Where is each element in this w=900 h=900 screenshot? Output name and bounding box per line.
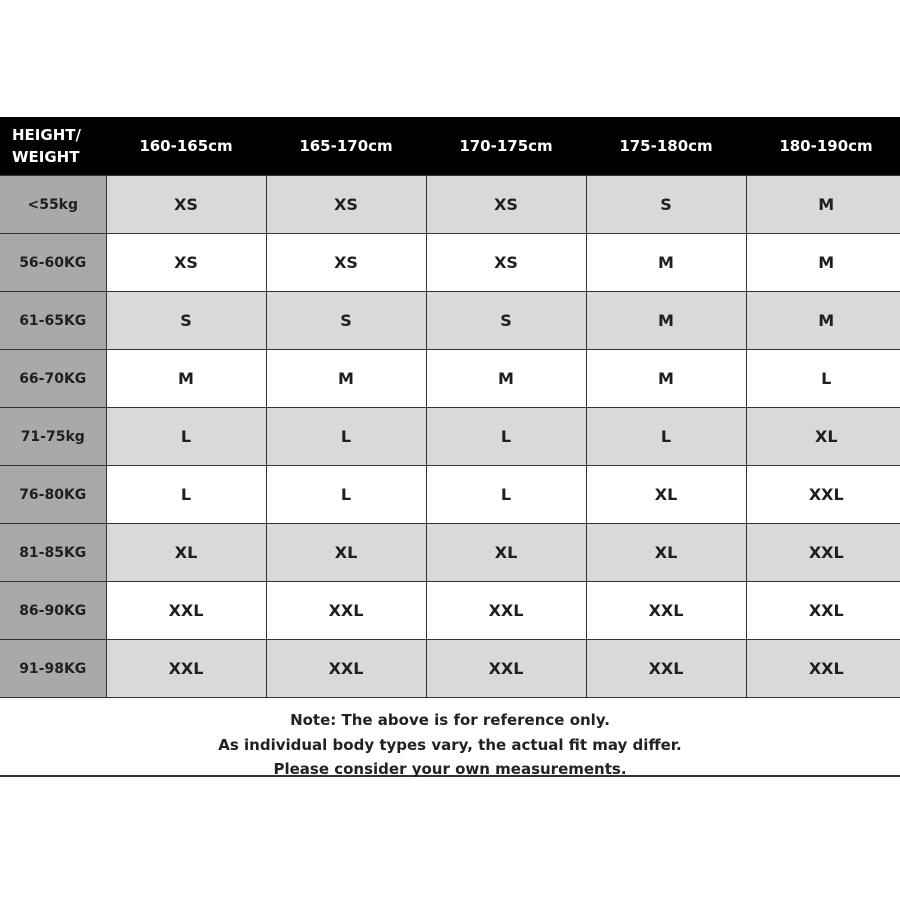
size-cell: XXL — [106, 582, 266, 640]
table-row — [0, 408, 900, 466]
size-cell: M — [746, 292, 900, 350]
size-cell: XS — [426, 234, 586, 292]
size-cell: L — [426, 408, 586, 466]
weight-label: 86-90KG — [0, 582, 106, 640]
corner-label-line-2: WEIGHT — [12, 148, 80, 166]
table-row — [0, 524, 900, 582]
weight-label: 66-70KG — [0, 350, 106, 408]
height-header-160-165: 160-165cm — [106, 117, 266, 176]
size-cell: M — [746, 234, 900, 292]
size-cell: S — [266, 292, 426, 350]
weight-label: 81-85KG — [0, 524, 106, 582]
size-cell: XL — [266, 524, 426, 582]
weight-label: 91-98KG — [0, 640, 106, 698]
table-row — [0, 350, 900, 408]
note-line-2: As individual body types vary, the actual fit may differ. — [218, 735, 682, 754]
size-cell: XXL — [266, 582, 426, 640]
table-row — [0, 466, 900, 524]
size-cell: M — [746, 176, 900, 234]
size-table — [0, 117, 900, 698]
table-row — [0, 176, 900, 234]
size-cell: L — [746, 350, 900, 408]
size-cell: XS — [106, 234, 266, 292]
size-cell: L — [586, 408, 746, 466]
table-row — [0, 582, 900, 640]
size-cell: XS — [106, 176, 266, 234]
weight-label: 76-80KG — [0, 466, 106, 524]
size-cell: L — [426, 466, 586, 524]
height-header-180-190: 180-190cm — [746, 117, 900, 176]
table-row — [0, 292, 900, 350]
weight-label: 61-65KG — [0, 292, 106, 350]
note-line-1: Note: The above is for reference only. — [290, 711, 610, 729]
size-cell: XXL — [746, 582, 900, 640]
size-cell: L — [266, 408, 426, 466]
weight-label: 56-60KG — [0, 234, 106, 292]
size-cell: L — [106, 466, 266, 524]
reference-note — [0, 704, 900, 777]
size-cell: S — [586, 176, 746, 234]
size-cell: M — [266, 350, 426, 408]
corner-label-line-1: HEIGHT/ — [12, 126, 81, 144]
size-cell: S — [426, 292, 586, 350]
size-chart — [0, 117, 900, 698]
size-cell: XXL — [266, 640, 426, 698]
size-cell: XXL — [426, 582, 586, 640]
size-cell: L — [266, 466, 426, 524]
size-cell: M — [586, 350, 746, 408]
size-cell: M — [106, 350, 266, 408]
table-row — [0, 234, 900, 292]
table-header — [0, 117, 900, 176]
header-row — [0, 117, 900, 176]
table-body — [0, 176, 900, 698]
size-cell: XS — [266, 234, 426, 292]
size-cell: XL — [426, 524, 586, 582]
size-cell: XXL — [106, 640, 266, 698]
size-cell: S — [106, 292, 266, 350]
size-cell: XS — [266, 176, 426, 234]
height-header-175-180: 175-180cm — [586, 117, 746, 176]
size-cell: XXL — [746, 524, 900, 582]
height-header-170-175: 170-175cm — [426, 117, 586, 176]
size-cell: XL — [106, 524, 266, 582]
size-cell: XL — [586, 524, 746, 582]
size-cell: XL — [586, 466, 746, 524]
size-cell: M — [586, 292, 746, 350]
size-cell: XXL — [586, 640, 746, 698]
size-cell: XL — [746, 408, 900, 466]
size-cell: XXL — [746, 640, 900, 698]
size-cell: XXL — [586, 582, 746, 640]
size-cell: XXL — [746, 466, 900, 524]
size-cell: M — [586, 234, 746, 292]
size-cell: XS — [426, 176, 586, 234]
size-cell: M — [426, 350, 586, 408]
weight-label: 71-75kg — [0, 408, 106, 466]
size-cell: L — [106, 408, 266, 466]
weight-label: <55kg — [0, 176, 106, 234]
corner-header — [0, 117, 106, 176]
note-line-3: Please consider your own measurements. — [273, 760, 627, 778]
height-header-165-170: 165-170cm — [266, 117, 426, 176]
table-row — [0, 640, 900, 698]
size-cell: XXL — [426, 640, 586, 698]
